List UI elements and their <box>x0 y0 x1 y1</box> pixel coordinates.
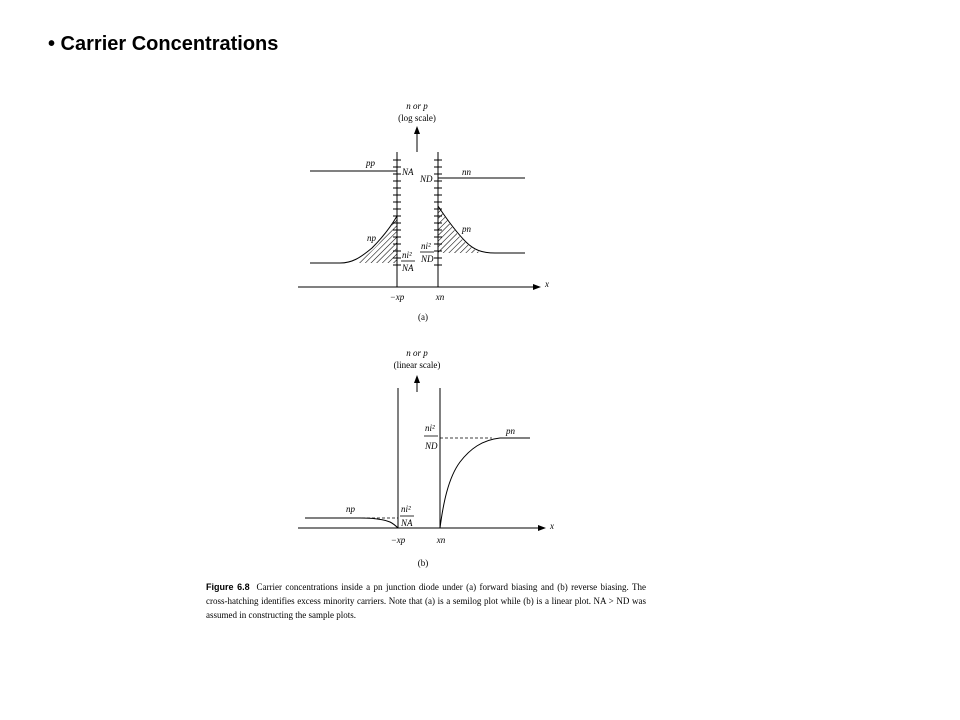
panel-a-pp-label: pp <box>366 158 375 168</box>
panel-b-x-label: x <box>550 521 554 531</box>
panel-a-panel-label: (a) <box>418 312 428 322</box>
panel-a-xn-tick-label: xn <box>435 292 445 302</box>
panel-b-panel-label: (b) <box>417 558 429 568</box>
figure-caption <box>206 580 646 622</box>
panel-a-np-label: np <box>367 233 376 243</box>
slide-title: • Carrier Concentrations <box>48 33 279 55</box>
panel-b <box>298 348 554 568</box>
caption-text: Carrier concentrations inside a pn junction diode under (a) forward biasing and (b) reverse biasing. The cross-hatching identifies excess minority carriers. Note that (a) is a semilog plot while (b) is a linear plot. NA > ND was assumed in constructing the sample plots. <box>206 582 646 620</box>
panel-a-pn-label: pn <box>462 224 471 234</box>
panel-b-xn-tick-label: xn <box>436 535 446 545</box>
panel-a-nd-label: ND <box>420 174 433 184</box>
panel-b-y-arrowhead <box>414 375 420 383</box>
panel-a-x-label: x <box>545 279 549 289</box>
panel-a-pn-excess-hatch <box>438 206 482 253</box>
panel-a-axis-label-2: (log scale) <box>398 113 436 123</box>
panel-b-np-label: np <box>346 504 355 514</box>
panel-a-nd-den: ND <box>421 254 434 264</box>
panel-b-x-arrowhead <box>538 525 546 531</box>
panel-b-axis-label-1: n or p <box>406 348 428 358</box>
panel-a-na-den: NA <box>402 263 414 273</box>
panel-b-np-curve <box>305 518 398 528</box>
panel-a-x-arrowhead <box>533 284 541 290</box>
panel-a-nn-label: nn <box>462 167 471 177</box>
panel-a-xp-tick-label: −xp <box>389 292 405 302</box>
panel-a-ni2-right: ni² <box>421 241 431 251</box>
panel-a-y-arrowhead <box>414 126 420 134</box>
caption-label: Figure 6.8 <box>206 582 250 592</box>
panel-a-na-label: NA <box>402 167 414 177</box>
panel-b-ni2-left: ni² <box>401 504 411 514</box>
panel-b-pn-label: pn <box>506 426 515 436</box>
panel-a <box>298 101 549 322</box>
panel-b-ni2-right: ni² <box>425 423 435 433</box>
panel-b-pn-curve <box>440 438 530 528</box>
panel-b-xp-tick-label: −xp <box>390 535 406 545</box>
panel-b-axis-label-2: (linear scale) <box>393 360 441 370</box>
panel-b-nd-den: ND <box>425 441 438 451</box>
panel-a-ni2-left: ni² <box>402 250 412 260</box>
panel-b-na-den: NA <box>401 518 413 528</box>
panel-a-axis-label-1: n or p <box>406 101 428 111</box>
